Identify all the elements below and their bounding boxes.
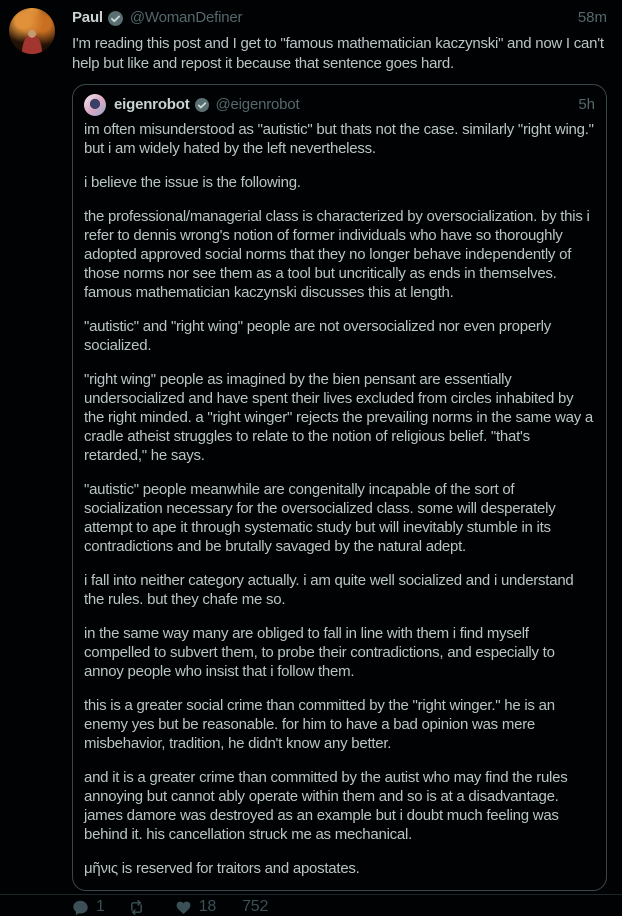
- reply-icon: [72, 899, 89, 916]
- author-avatar[interactable]: [9, 8, 55, 54]
- quoted-tweet-text: [84, 120, 595, 878]
- reply-count: 1: [96, 898, 105, 915]
- quote-paragraph: this is a greater social crime than committed by the "right winger." he is an enemy yes but be reasonable. for him to have a bad opinion was mere misbehavior, tradition, he didn't know any better.: [84, 697, 555, 752]
- retweet-icon: [127, 899, 146, 916]
- quoted-tweet-header: [84, 94, 595, 116]
- quote-paragraph: i believe the issue is the following.: [84, 174, 301, 191]
- quoted-author-handle[interactable]: @eigenrobot: [215, 96, 300, 113]
- verified-badge-icon: [107, 10, 124, 27]
- quote-paragraph: the professional/managerial class is characterized by oversocialization. by this i refer to dennis wrong's notion of former individuals who have so thoroughly adopted approved social norms that they no longer behave independently of those norms nor see them as a tool but uncritically as ends in themselves. famous mathematician kaczynski discusses this at length.: [84, 208, 590, 301]
- tweet-content: [72, 8, 607, 916]
- quote-paragraph: μῆνις is reserved for traitors and apostates.: [84, 860, 360, 877]
- quote-paragraph: in the same way many are obliged to fall in line with them i find myself compelled to subvert them, to probe their contradictions, and especially to annoy people who insist that i follow them.: [84, 625, 555, 680]
- retweet-button[interactable]: [127, 899, 153, 916]
- quoted-tweet-timestamp: 5h: [578, 96, 595, 113]
- view-count: 752: [242, 898, 269, 915]
- quote-paragraph: "autistic" people meanwhile are congenitally incapable of the sort of socialization necessary for the oversocialized class. some will desperately attempt to ape it through systematic study but will inevitably stumble in its contradictions and be brutally savaged by the natural adept.: [84, 481, 556, 555]
- tweet-header: [72, 8, 607, 28]
- quote-paragraph: "right wing" people as imagined by the bien pensant are essentially undersocialized and have spent their lives excluded from circles inhabited by the right minded. a "right winger" rejects the prevailing norms in the same way a cradle atheist struggles to relate to the notion of religious belief. "that's retarded," he says.: [84, 371, 593, 464]
- tweet-text: I'm reading this post and I get to "famous mathematician kaczynski" and now I can't help but like and repost it because that sentence goes hard.: [72, 35, 604, 72]
- quoted-author-name[interactable]: eigenrobot: [114, 96, 190, 113]
- quote-paragraph: and it is a greater crime than committed by the autist who may find the rules annoying but cannot ably operate within them and so is at a disadvantage. james damore was destroyed as an example but i doubt much feeling was behind it. his cancellation struck me as mechanical.: [84, 769, 568, 843]
- reply-button[interactable]: [72, 898, 105, 916]
- quoted-author-avatar[interactable]: [84, 94, 106, 116]
- bottom-divider: [0, 894, 622, 895]
- author-name[interactable]: Paul: [72, 9, 103, 26]
- tweet-timestamp: 58m: [577, 9, 607, 26]
- quote-paragraph: i fall into neither category actually. i am quite well socialized and i understand the rules. but they chafe me so.: [84, 572, 574, 608]
- quoted-tweet-card[interactable]: [72, 84, 607, 891]
- author-handle[interactable]: @WomanDefiner: [129, 9, 243, 26]
- quote-paragraph: "autistic" and "right wing" people are not oversocialized nor even properly socialized.: [84, 318, 551, 354]
- tweet-actions: [72, 898, 607, 916]
- quote-paragraph: im often misunderstood as "autistic" but thats not the case. similarly "right wing." but i am widely hated by the left nevertheless.: [84, 121, 594, 157]
- like-count: 18: [198, 898, 217, 915]
- like-button[interactable]: [175, 898, 216, 916]
- verified-badge-icon: [194, 97, 210, 113]
- heart-icon: [175, 899, 192, 915]
